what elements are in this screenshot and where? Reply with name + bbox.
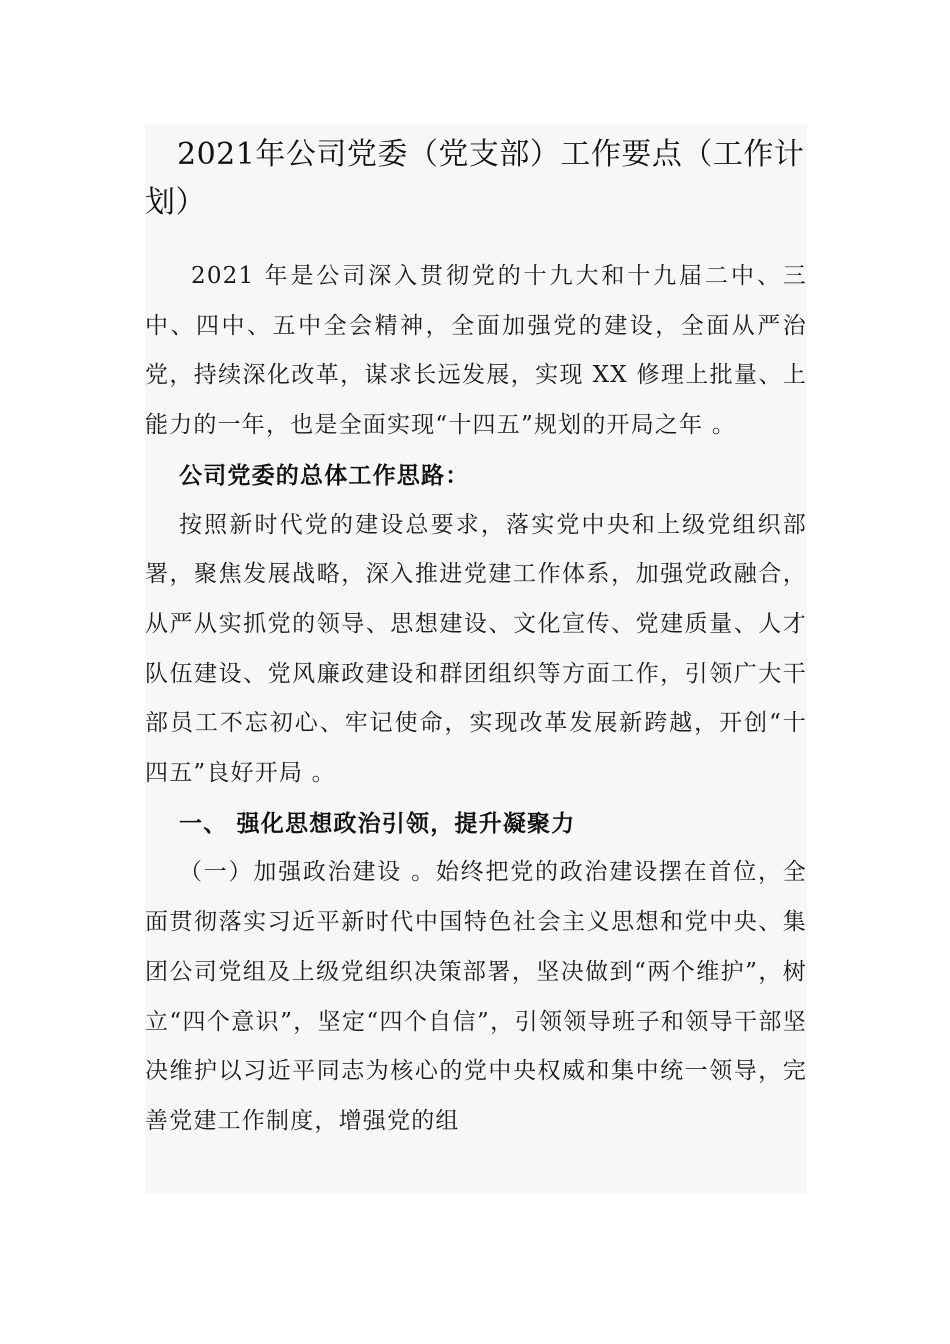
document-title: 2021年公司党委（党支部）工作要点（工作计划） xyxy=(145,137,805,220)
document-body xyxy=(145,252,807,1147)
intro-paragraph: 2021 年是公司深入贯彻党的十九大和十九届二中、三中、四中、五中全会精神，全面加强党的建设，全面从严治党，持续深化改革，谋求长远发展，实现 XX 修理上批量、上能力的一年，也是全面实现“十四五”规划的开局之年 。 xyxy=(145,263,807,439)
document-page xyxy=(145,125,807,1194)
chapter-paragraph: （一）加强政治建设 。始终把党的政治建设摆在首位，全面贯彻落实习近平新时代中国特色社会主义思想和党中央、集团公司党组及上级党组织决策部署，坚决做到“两个维护”，树立“四个意识”，坚定“四个自信”，引领领导班子和领导干部坚决维护以习近平同志为核心的党中央权威和集中统一领导，完善党建工作制度，增强党的组 xyxy=(145,859,807,1134)
section-paragraph: 按照新时代党的建设总要求，落实党中央和上级党组织部署，聚焦发展战略，深入推进党建工作体系，加强党政融合，从严从实抓党的领导、思想建设、文化宣传、党建质量、人才队伍建设、党风廉政建设和群团组织等方面工作，引领广大干部员工不忘初心、牢记使命，实现改革发展新跨越，开创“十四五”良好开局 。 xyxy=(145,511,807,787)
chapter-heading: 一、 强化思想政治引领，提升凝聚力 xyxy=(179,809,576,837)
section-heading: 公司党委的总体工作思路： xyxy=(179,461,470,489)
